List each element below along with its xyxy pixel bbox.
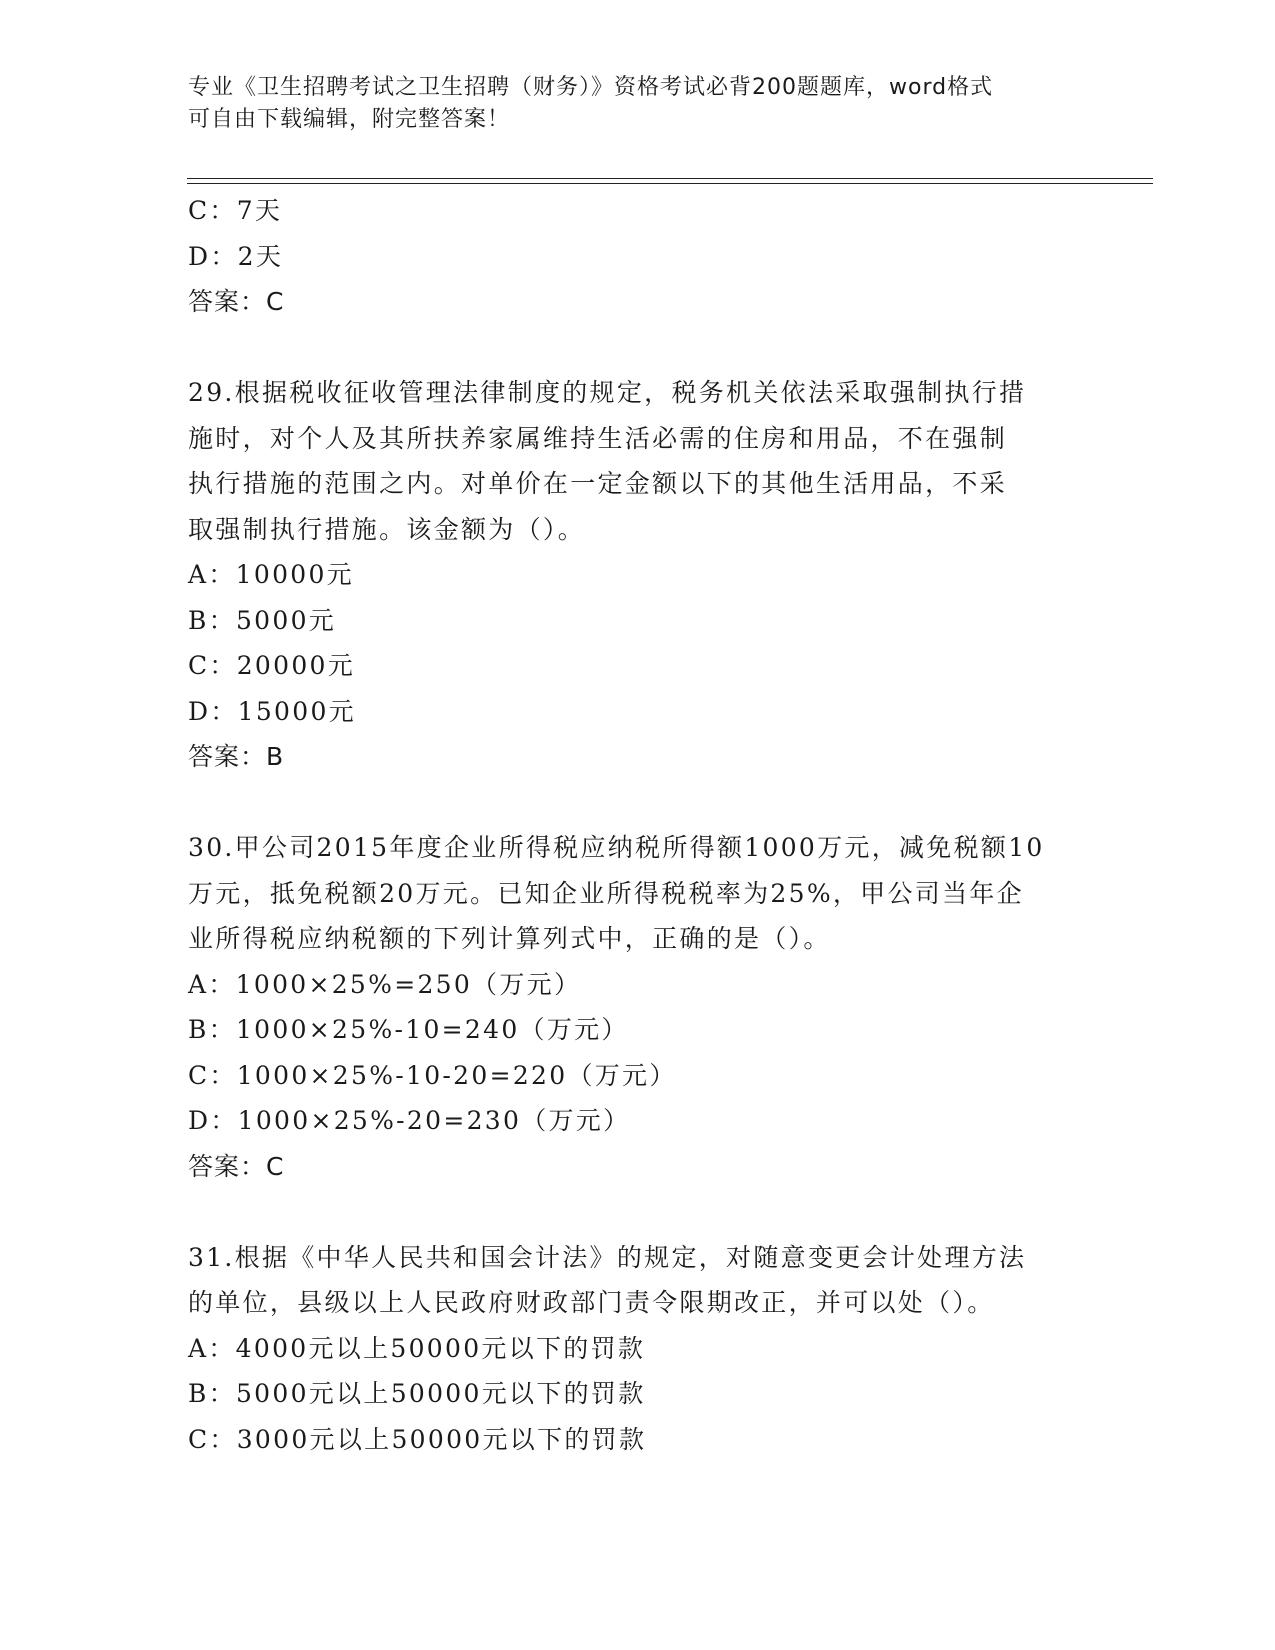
spacer [188, 1189, 1088, 1235]
question-stem-line: 执行措施的范围之内。对单价在一定金额以下的其他生活用品，不采 [188, 469, 1008, 498]
spacer [188, 780, 1088, 826]
option-d: D：15000元 [188, 696, 356, 726]
question-stem-line: 的单位，县级以上人民政府财政部门责令限期改正，并可以处（）。 [188, 1288, 995, 1317]
option-b: B：5000元 [188, 605, 337, 635]
option-d: D：2天 [188, 241, 284, 271]
header-divider-bottom [187, 183, 1153, 184]
header-line-1: 专业《卫生招聘考试之卫生招聘（财务）》资格考试必背200题题库，word格式 [188, 75, 994, 100]
option-c: C：1000×25%-10-20=220（万元） [188, 1060, 677, 1090]
document-body [188, 188, 1088, 1462]
option-c: C：3000元以上50000元以下的罚款 [188, 1424, 647, 1454]
option-d: D：1000×25%-20=230（万元） [188, 1106, 631, 1135]
answer-label: 答案：C [188, 1151, 285, 1181]
question-29 [188, 370, 1088, 780]
answer-label: 答案：C [188, 287, 285, 316]
answer-label: 答案：B [188, 742, 285, 771]
spacer [188, 325, 1088, 371]
option-a: A：10000元 [188, 560, 354, 589]
option-b: B：1000×25%-10=240（万元） [188, 1015, 629, 1044]
question-stem-line: 29.根据税收征收管理法律制度的规定，税务机关依法采取强制执行措 [188, 378, 1027, 407]
question-28-continued [188, 188, 1088, 325]
option-c: C：7天 [188, 196, 283, 225]
option-a: A：1000×25%=250（万元） [188, 969, 582, 999]
header-line-2: 可自由下载编辑，附完整答案！ [188, 107, 511, 132]
header-divider-top [187, 178, 1153, 179]
question-stem-line: 31.根据《中华人民共和国会计法》的规定，对随意变更会计处理方法 [188, 1242, 1027, 1272]
question-30 [188, 825, 1088, 1189]
question-stem-line: 取强制执行措施。该金额为（）。 [188, 514, 586, 544]
option-a: A：4000元以上50000元以下的罚款 [188, 1333, 646, 1363]
question-stem-line: 万元，抵免税额20万元。已知企业所得税税率为25%，甲公司当年企 [188, 878, 1024, 908]
document-header [188, 72, 1068, 136]
option-b: B：5000元以上50000元以下的罚款 [188, 1379, 646, 1408]
question-stem-line: 施时，对个人及其所扶养家属维持生活必需的住房和用品，不在强制 [188, 423, 1008, 453]
option-c: C：20000元 [188, 651, 356, 680]
question-stem-line: 30.甲公司2015年度企业所得税应纳税所得额1000万元，减免税额10 [188, 833, 1045, 862]
question-stem-line: 业所得税应纳税额的下列计算列式中，正确的是（）。 [188, 924, 831, 953]
question-31 [188, 1235, 1088, 1463]
